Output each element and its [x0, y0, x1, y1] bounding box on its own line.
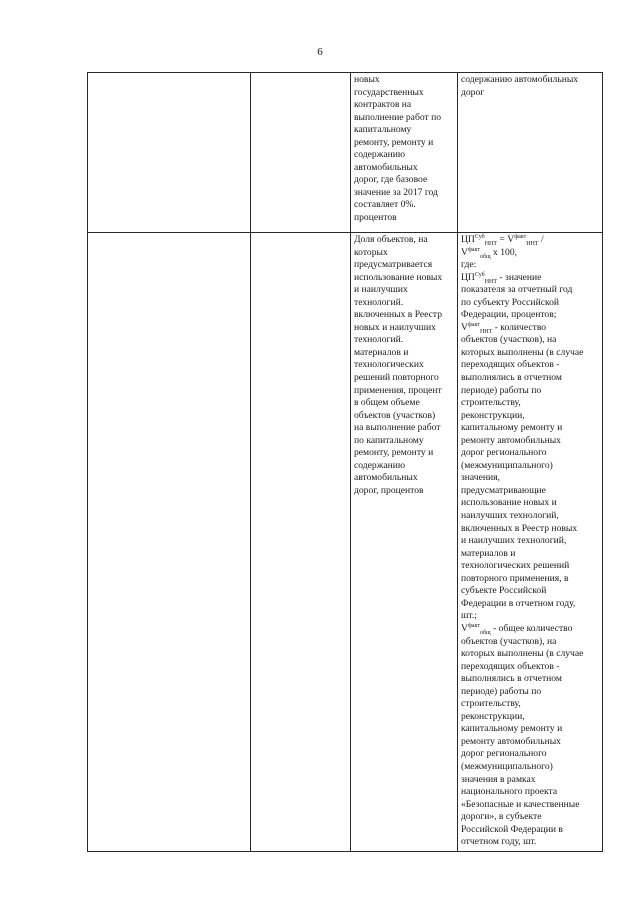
- definition-2-text: [461, 334, 599, 623]
- text-line: решений повторного: [354, 372, 439, 384]
- cell-indicator-name: [351, 233, 458, 852]
- text-line: значения,: [461, 472, 500, 484]
- cell-indicator-name: [351, 73, 458, 233]
- text-line: и наилучших технологий,: [461, 535, 567, 547]
- text-line: объектов (участков): [354, 409, 436, 421]
- text-line: дороги», в субъекте: [461, 811, 542, 823]
- cell-calculation-method: [458, 73, 603, 233]
- definition-3-head: $V^{факт}_{общ}$ - общее количество: [461, 622, 573, 636]
- definition-1-text: [461, 284, 599, 322]
- text-line: шт.;: [461, 610, 477, 622]
- text-line: содержанию: [354, 459, 406, 471]
- text-line: значение за 2017 год: [354, 186, 438, 198]
- text-line: строительству,: [461, 397, 521, 409]
- formula-line-2: $V^{факт}_{общ}$ х 100,: [461, 246, 518, 260]
- text-line: объектов (участков), на: [461, 334, 557, 346]
- table-row: [88, 233, 603, 852]
- cell-empty-col2: [251, 233, 351, 852]
- text-line: новых: [354, 74, 380, 85]
- text-line: применения, процент: [354, 384, 442, 396]
- formula-line-1: $ЦП^{Суб}_{ННТ} = V^{факт}_{ННТ}$ /: [461, 233, 544, 247]
- text-line: объектов (участков), на: [461, 635, 557, 647]
- cell-empty-col1: [88, 73, 251, 233]
- text-line: субъекте Российской: [461, 585, 547, 597]
- text-line: показателя за отчетный год: [461, 284, 573, 296]
- text-line: строительству,: [461, 698, 521, 710]
- text-line: реконструкции,: [461, 409, 525, 421]
- definition-2-head: $V^{факт}_{ННТ}$ - количество: [461, 321, 547, 335]
- text-line: которых выполнены (в случае: [461, 346, 584, 358]
- text-line: по субъекту Российской: [461, 296, 560, 308]
- text-line: капитальному ремонту и: [461, 723, 563, 735]
- text-line: выполнение работ по: [354, 111, 442, 123]
- text-line: капитальному: [354, 124, 412, 136]
- text-line: дорог регионального: [461, 748, 547, 760]
- text-line: наилучших технологий,: [461, 510, 559, 522]
- table-row: [88, 73, 603, 233]
- text-line: предусматривается: [354, 259, 433, 271]
- text-line: реконструкции,: [461, 710, 525, 722]
- text-line: Федерации, процентов;: [461, 309, 557, 321]
- text-line: содержанию: [354, 149, 406, 161]
- text-line: Доля объектов, на: [354, 234, 428, 245]
- text-line: Российской Федерации в: [461, 823, 563, 835]
- text-line: новых и наилучших: [354, 321, 436, 333]
- indicator-name-text: [354, 234, 454, 497]
- text-line: включенных в Реестр: [354, 309, 443, 321]
- text-line: повторного применения, в: [461, 572, 569, 584]
- indicator-table: [87, 72, 603, 852]
- text-line: «Безопасные и качественные: [461, 798, 580, 810]
- text-line: ремонту автомобильных: [461, 434, 561, 446]
- cell-calculation-method: [458, 233, 603, 852]
- text-line: Федерации в отчетном году,: [461, 597, 576, 609]
- text-line: выполнялись в отчетном: [461, 372, 562, 384]
- text-line: содержанию автомобильных: [461, 74, 579, 85]
- text-line: материалов и: [354, 346, 409, 358]
- text-line: контрактов на: [354, 99, 412, 111]
- formula-where: где:: [461, 259, 477, 271]
- text-line: и наилучших: [354, 284, 408, 296]
- text-line: технологических решений: [461, 560, 570, 572]
- text-line: периоде) работы по: [461, 685, 542, 697]
- text-line: которых: [354, 246, 388, 258]
- text-line: отчетном году, шт.: [461, 836, 537, 848]
- text-line: в общем объеме: [354, 397, 420, 409]
- text-line: включенных в Реестр новых: [461, 522, 578, 534]
- text-line: которых выполнены (в случае: [461, 648, 584, 660]
- text-line: дорог: [461, 86, 485, 98]
- text-line: (межмуниципального): [461, 760, 553, 772]
- text-line: материалов и: [461, 547, 516, 559]
- text-line: национального проекта: [461, 786, 558, 798]
- cell-empty-col2: [251, 73, 351, 233]
- text-line: предусматривающие: [461, 484, 546, 496]
- indicator-name-text: [354, 74, 454, 225]
- text-line: выполнялись в отчетном: [461, 673, 562, 685]
- text-line: процентов: [354, 212, 397, 224]
- text-line: (межмуниципального): [461, 459, 553, 471]
- text-line: государственных: [354, 86, 424, 98]
- text-line: технологий.: [354, 334, 404, 346]
- cell-empty-col1: [88, 233, 251, 852]
- text-line: использование новых и: [461, 497, 557, 509]
- calculation-text: [461, 74, 599, 99]
- text-line: капитальному ремонту и: [461, 422, 563, 434]
- text-line: дорог регионального: [461, 447, 547, 459]
- text-line: автомобильных: [354, 161, 418, 173]
- text-line: технологий.: [354, 296, 404, 308]
- text-line: на выполнение работ: [354, 422, 441, 434]
- text-line: автомобильных: [354, 472, 418, 484]
- text-line: значения в рамках: [461, 773, 536, 785]
- text-line: по капитальному: [354, 434, 424, 446]
- definition-1-head: $ЦП^{Суб}_{ННТ}$ - значение: [461, 271, 542, 285]
- page-number: 6: [317, 46, 323, 58]
- text-line: периоде) работы по: [461, 384, 542, 396]
- definition-3-text: [461, 636, 599, 849]
- text-line: ремонту, ремонту и: [354, 136, 434, 148]
- text-line: технологических: [354, 359, 424, 371]
- text-line: дорог, где базовое: [354, 174, 428, 186]
- text-line: переходящих объектов -: [461, 359, 560, 371]
- text-line: дорог, процентов: [354, 484, 424, 496]
- text-line: переходящих объектов -: [461, 660, 560, 672]
- text-line: ремонту, ремонту и: [354, 447, 434, 459]
- text-line: составляет 0%.: [354, 199, 416, 211]
- text-line: использование новых: [354, 271, 443, 283]
- text-line: ремонту автомобильных: [461, 735, 561, 747]
